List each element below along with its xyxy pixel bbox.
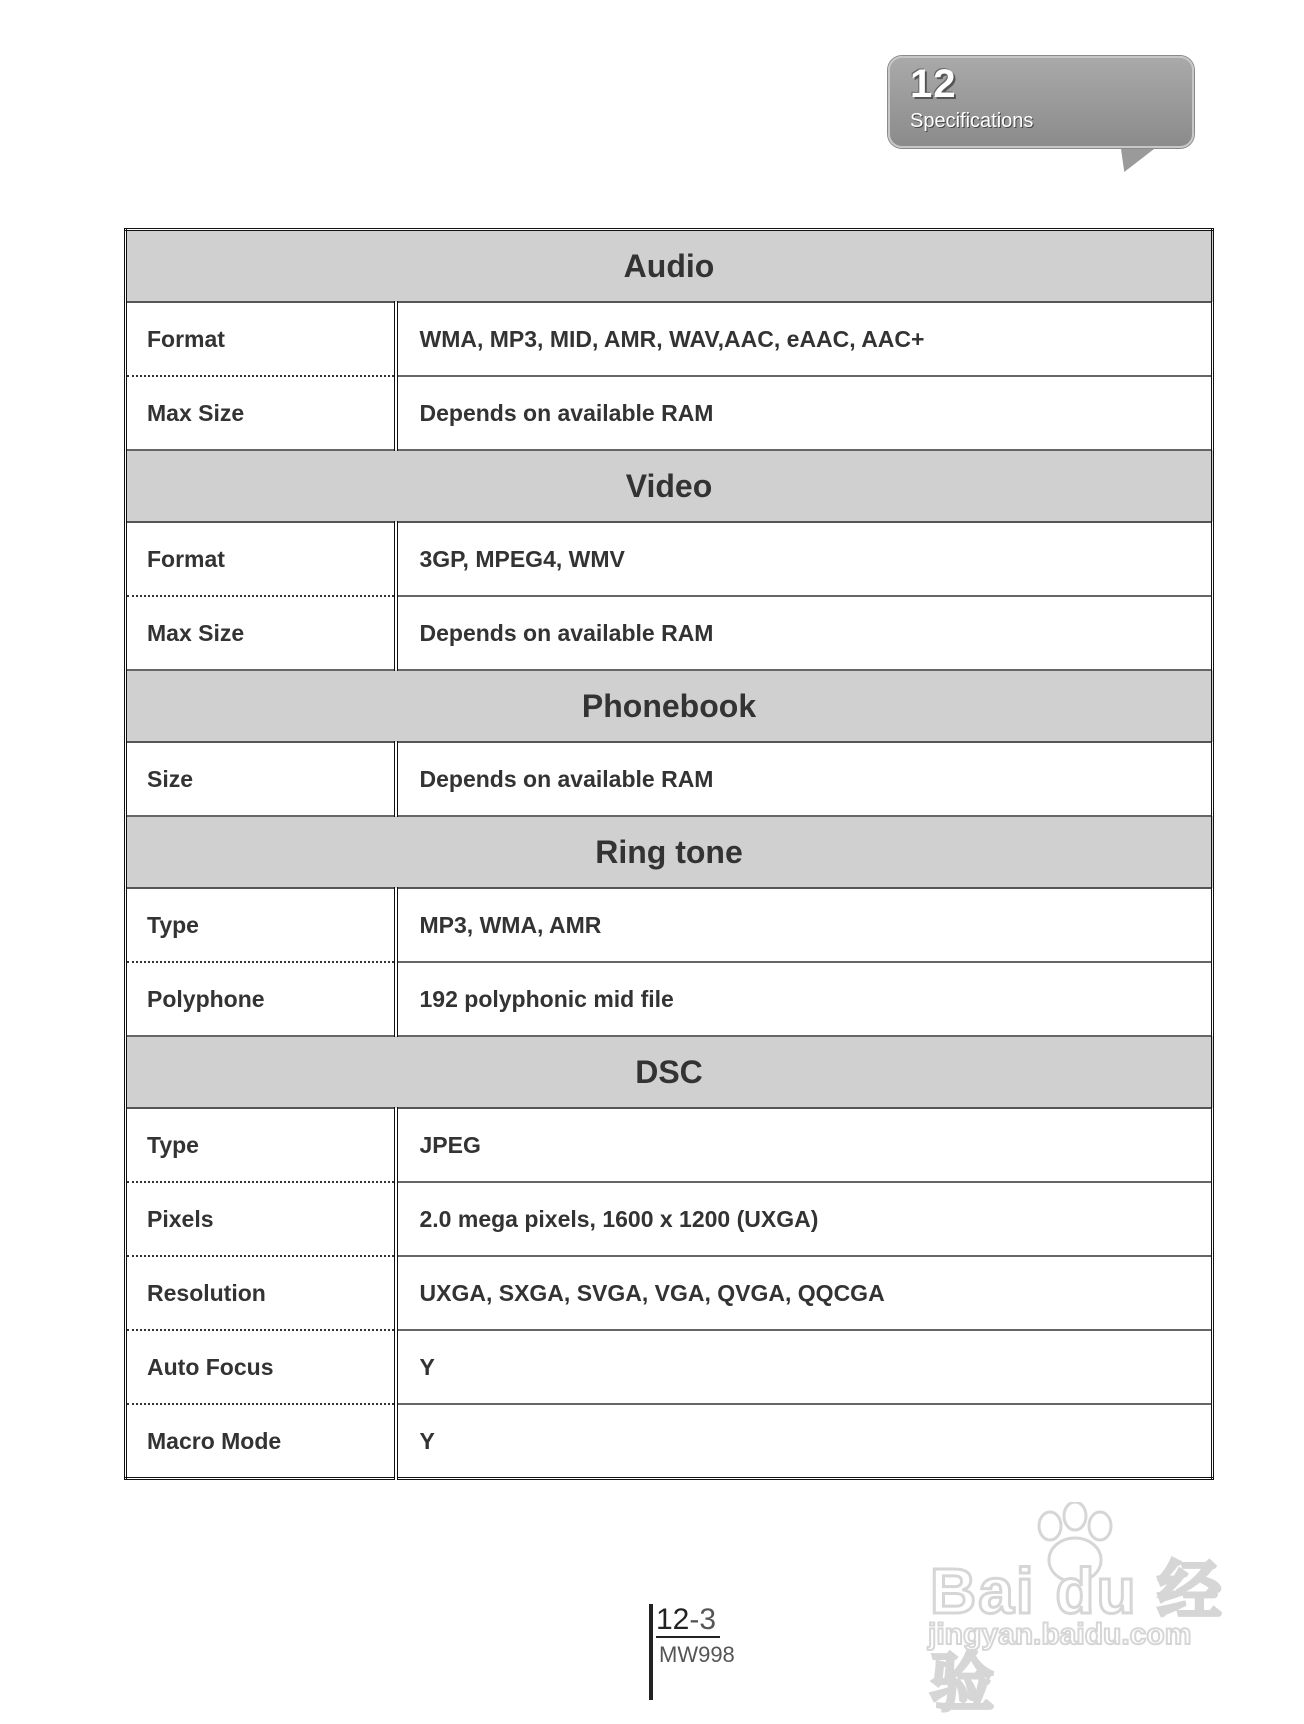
- spec-value: UXGA, SXGA, SVGA, VGA, QVGA, QQCGA: [396, 1256, 1213, 1330]
- spec-row: [126, 302, 1213, 376]
- footer-divider: [649, 1604, 653, 1700]
- spec-row: [126, 1330, 1213, 1404]
- spec-row: [126, 888, 1213, 962]
- section-title: Ring tone: [126, 816, 1213, 888]
- spec-row: [126, 1404, 1213, 1479]
- section-header: [126, 230, 1213, 303]
- baidu-watermark: [920, 1510, 1250, 1719]
- section-title: Phonebook: [126, 670, 1213, 742]
- specifications-table-body: [126, 230, 1213, 1479]
- spec-value: Y: [396, 1330, 1213, 1404]
- spec-row: [126, 962, 1213, 1036]
- specifications-table: [124, 228, 1214, 1480]
- section-header: [126, 670, 1213, 742]
- spec-label: Size: [126, 742, 396, 816]
- spec-value: Depends on available RAM: [396, 742, 1213, 816]
- chapter-number: 12: [910, 62, 957, 106]
- spec-value: WMA, MP3, MID, AMR, WAV,AAC, eAAC, AAC+: [396, 302, 1213, 376]
- section-header: [126, 450, 1213, 522]
- spec-value: Depends on available RAM: [396, 596, 1213, 670]
- spec-row: [126, 1182, 1213, 1256]
- chapter-title: Specifications: [910, 110, 1034, 132]
- spec-value: MP3, WMA, AMR: [396, 888, 1213, 962]
- section-title: Video: [126, 450, 1213, 522]
- spec-label: Auto Focus: [126, 1330, 396, 1404]
- spec-row: [126, 376, 1213, 450]
- section-header: [126, 816, 1213, 888]
- model-name: MW998: [659, 1642, 735, 1667]
- spec-value: 2.0 mega pixels, 1600 x 1200 (UXGA): [396, 1182, 1213, 1256]
- spec-value: Y: [396, 1404, 1213, 1479]
- spec-label: Resolution: [126, 1256, 396, 1330]
- spec-row: [126, 1108, 1213, 1182]
- spec-row: [126, 522, 1213, 596]
- spec-row: [126, 1256, 1213, 1330]
- section-title: Audio: [126, 230, 1213, 303]
- watermark-brand: Bai du 经验: [930, 1555, 1224, 1719]
- page-number: [656, 1604, 720, 1638]
- spec-label: Macro Mode: [126, 1404, 396, 1479]
- section-header: [126, 1036, 1213, 1108]
- spec-label: Pixels: [126, 1182, 396, 1256]
- spec-value: 192 polyphonic mid file: [396, 962, 1213, 1036]
- spec-label: Type: [126, 888, 396, 962]
- spec-label: Format: [126, 522, 396, 596]
- page-number-page: -3: [689, 1603, 717, 1636]
- spec-label: Type: [126, 1108, 396, 1182]
- spec-value: 3GP, MPEG4, WMV: [396, 522, 1213, 596]
- watermark-url: jingyan.baidu.com: [928, 1618, 1192, 1651]
- spec-label: Polyphone: [126, 962, 396, 1036]
- spec-label: Max Size: [126, 376, 396, 450]
- spec-row: [126, 742, 1213, 816]
- spec-value: Depends on available RAM: [396, 376, 1213, 450]
- chapter-badge: [888, 56, 1194, 148]
- spec-label: Format: [126, 302, 396, 376]
- page-number-chapter: 12: [656, 1603, 690, 1636]
- section-title: DSC: [126, 1036, 1213, 1108]
- spec-value: JPEG: [396, 1108, 1213, 1182]
- spec-label: Max Size: [126, 596, 396, 670]
- spec-row: [126, 596, 1213, 670]
